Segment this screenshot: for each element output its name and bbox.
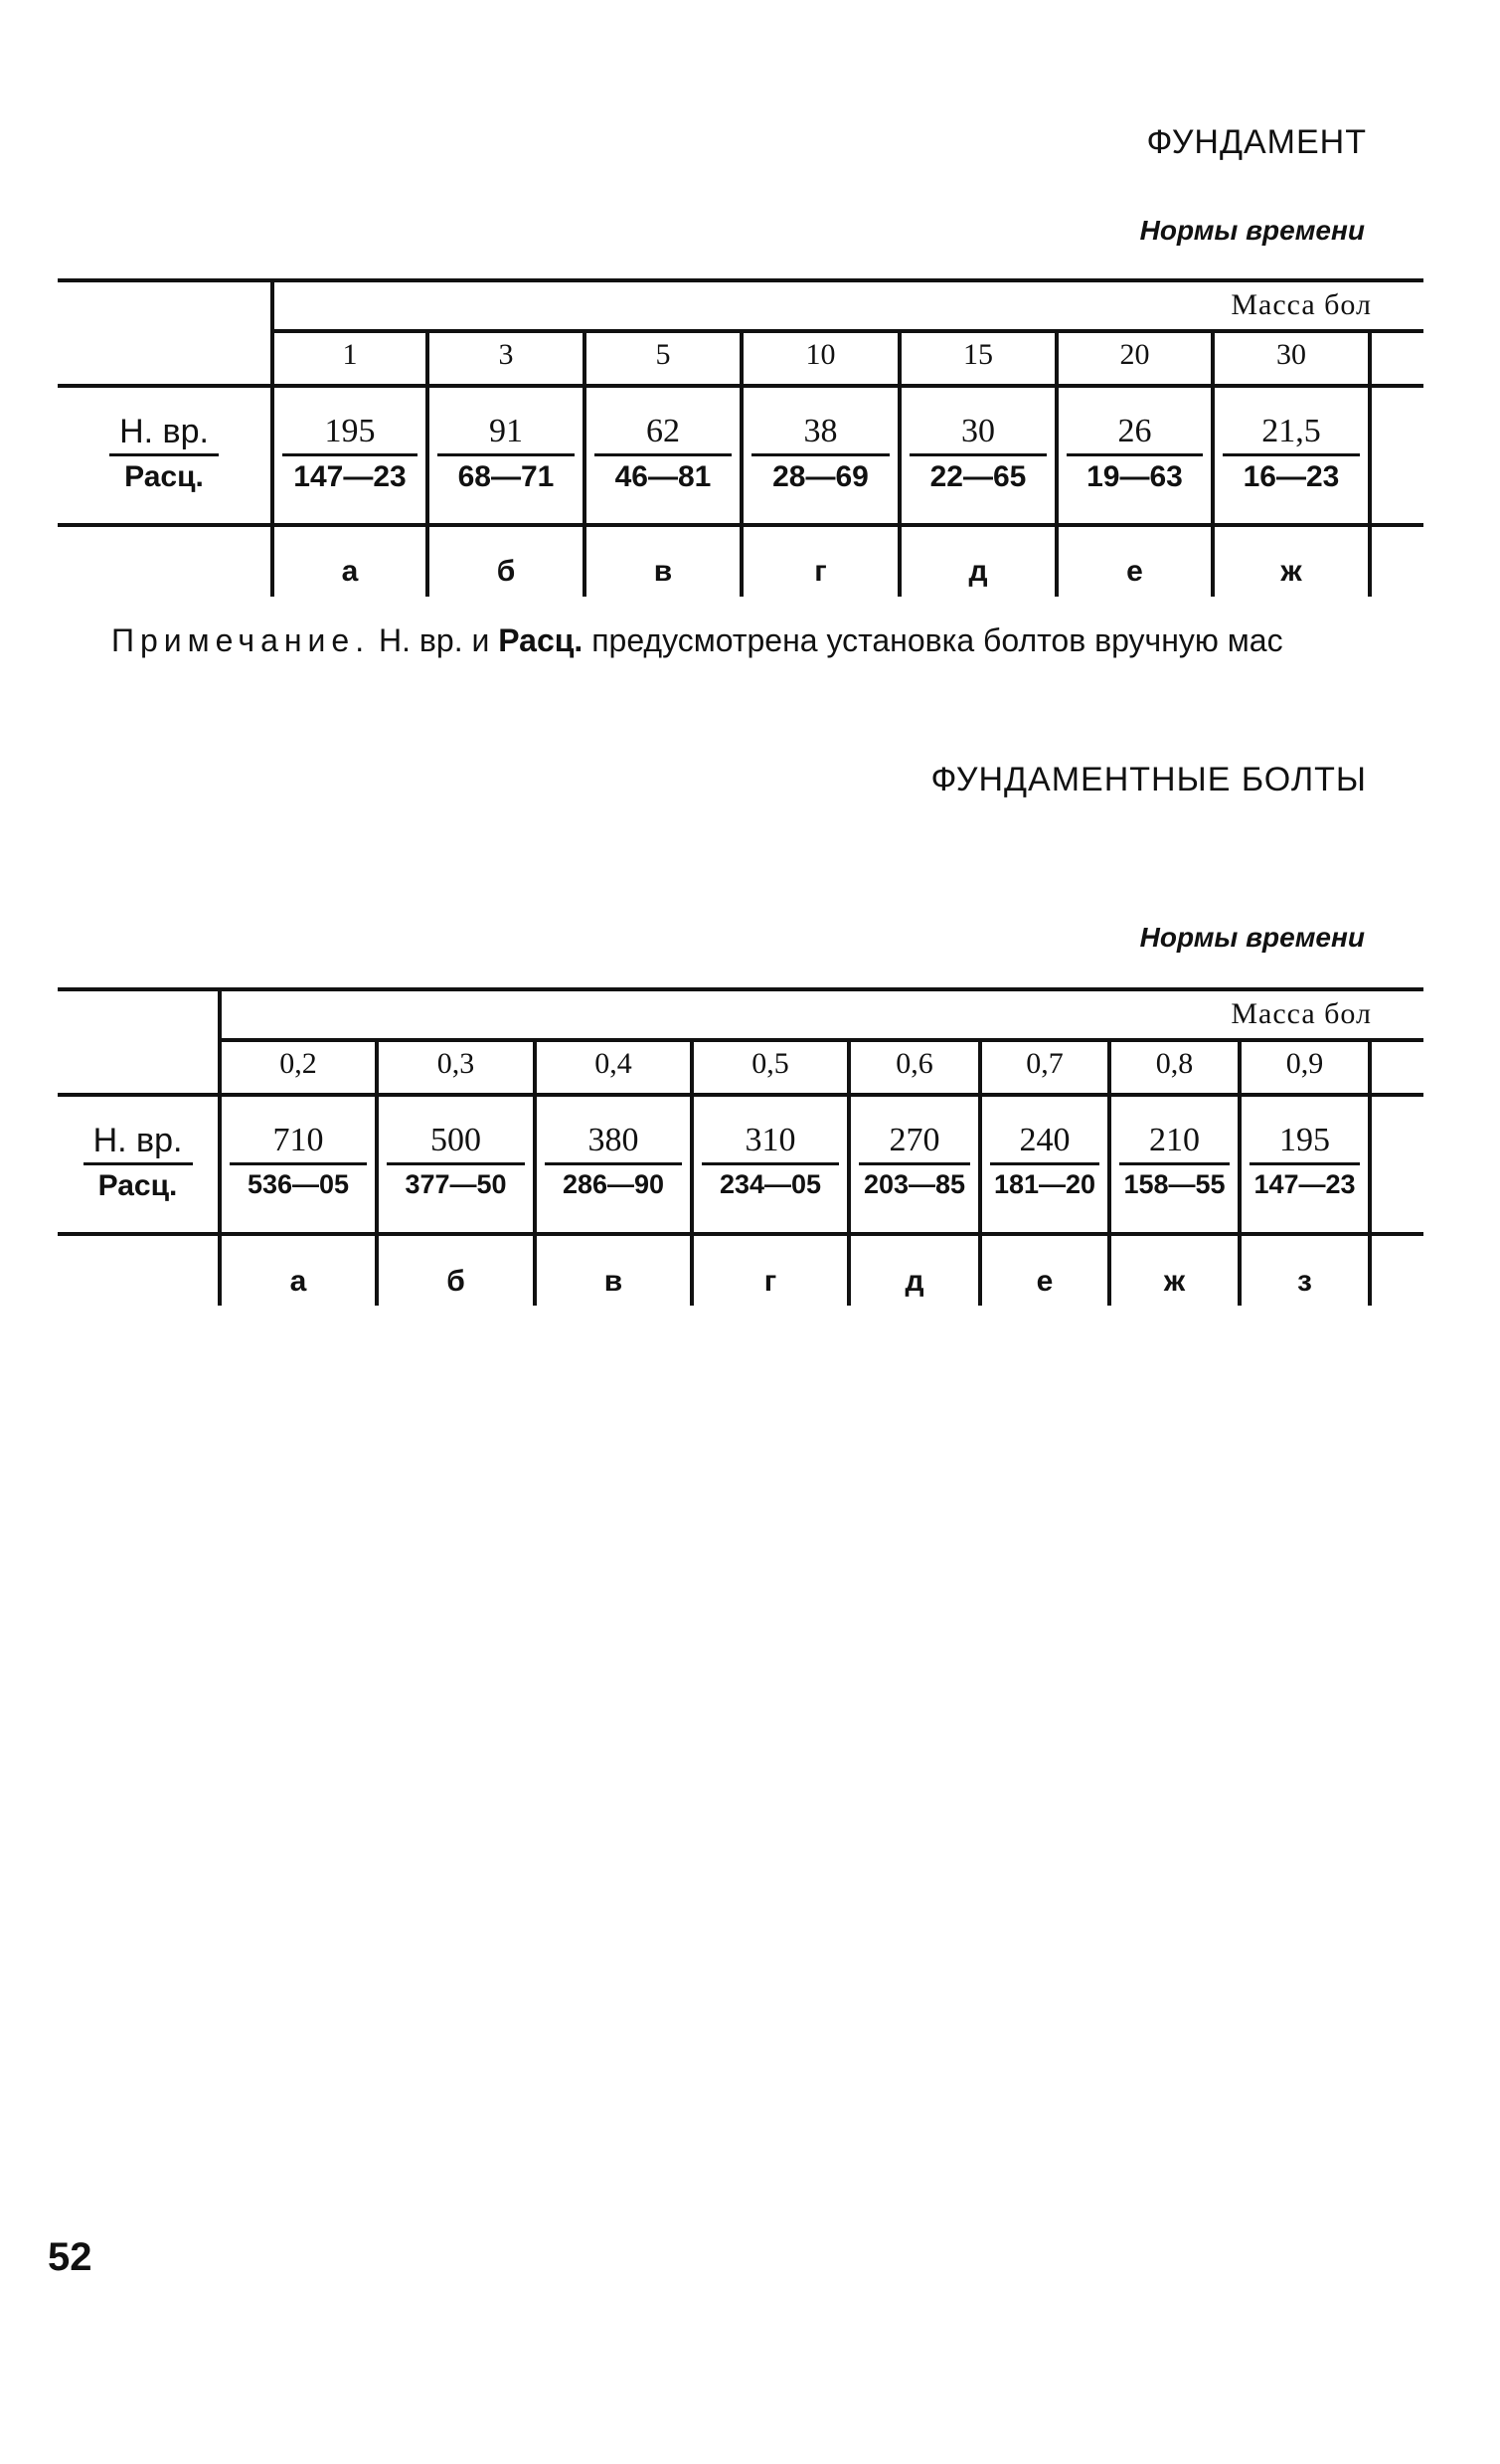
value-fraction-line	[545, 1162, 682, 1165]
norm-value: 240	[1019, 1122, 1071, 1158]
price-value: 16—23	[1243, 460, 1340, 493]
norm-value: 21,5	[1261, 413, 1321, 449]
column-divider	[1368, 523, 1372, 597]
value-fraction-line	[702, 1162, 839, 1165]
table-rule-body	[58, 1232, 1423, 1236]
page-number: 52	[48, 2235, 92, 2279]
section2-heading: ФУНДАМЕНТНЫЕ БОЛТЫ	[930, 761, 1367, 798]
price-value: 536—05	[247, 1169, 350, 1199]
norm-value: 500	[430, 1122, 481, 1158]
value-fraction-line	[1067, 453, 1203, 456]
column-divider	[978, 1093, 982, 1232]
column-divider	[583, 384, 586, 523]
row-label-norm: Н. вр.	[92, 1122, 183, 1159]
mass-value: 0,5	[751, 1047, 789, 1080]
column-divider	[1368, 384, 1372, 523]
value-fraction-line	[437, 453, 575, 456]
column-divider	[425, 384, 429, 523]
mass-header: Масса бол	[1231, 288, 1372, 321]
note-part1: Н. вр. и	[370, 622, 499, 658]
column-divider	[533, 1093, 537, 1232]
mass-value: 20	[1119, 338, 1150, 371]
column-letter: а	[341, 555, 359, 588]
value-fraction-line	[859, 1162, 970, 1165]
mass-value: 0,8	[1155, 1047, 1194, 1080]
price-value: 377—50	[405, 1169, 507, 1199]
mass-value: 0,4	[594, 1047, 632, 1080]
section1-subheading: Нормы времени	[1139, 215, 1365, 246]
value-fraction-line	[1119, 1162, 1230, 1165]
mass-value: 0,7	[1026, 1047, 1064, 1080]
column-letter: г	[814, 555, 827, 588]
mass-value: 1	[342, 338, 358, 371]
column-divider	[1238, 1093, 1242, 1232]
norm-value: 195	[1279, 1122, 1330, 1158]
price-value: 19—63	[1086, 460, 1183, 493]
norm-value: 195	[324, 413, 376, 449]
price-value: 46—81	[614, 460, 712, 493]
column-letter: д	[905, 1265, 924, 1298]
column-divider	[1368, 1093, 1372, 1232]
column-divider	[898, 384, 902, 523]
norm-value: 270	[889, 1122, 940, 1158]
column-letter: в	[603, 1265, 623, 1298]
column-letter: ж	[1163, 1265, 1186, 1298]
mass-value: 0,2	[279, 1047, 317, 1080]
price-value: 68—71	[457, 460, 555, 493]
mass-value: 10	[805, 338, 836, 371]
price-value: 28—69	[772, 460, 869, 493]
norm-value: 26	[1117, 413, 1152, 449]
column-divider	[1055, 384, 1059, 523]
column-letter: б	[446, 1265, 465, 1298]
table-rule-top	[58, 987, 1423, 991]
row-label-fraction-line	[83, 1162, 193, 1165]
row-label-price: Расц.	[124, 460, 204, 493]
column-letter: в	[653, 555, 673, 588]
section1-heading: ФУНДАМЕНТ	[1146, 123, 1367, 161]
norm-value: 210	[1149, 1122, 1200, 1158]
column-letter: б	[496, 555, 516, 588]
norm-value: 30	[961, 413, 995, 449]
column-letter: ж	[1280, 555, 1302, 588]
norm-value: 710	[272, 1122, 324, 1158]
note-part2: предусмотрена установка болтов вручную мас	[583, 622, 1283, 658]
column-divider	[218, 1093, 222, 1232]
column-divider	[1368, 329, 1372, 384]
column-divider	[1368, 1232, 1372, 1306]
price-value: 203—85	[863, 1169, 966, 1199]
column-letter: г	[763, 1265, 777, 1298]
norm-value: 62	[646, 413, 680, 449]
table-rule-mass	[218, 1038, 1423, 1042]
column-divider	[1211, 384, 1215, 523]
table-rule-mass	[270, 329, 1423, 333]
value-fraction-line	[1223, 453, 1360, 456]
norm-value: 310	[745, 1122, 796, 1158]
row-label-price: Расц.	[97, 1169, 178, 1202]
mass-value: 0,9	[1285, 1047, 1324, 1080]
mass-value: 30	[1276, 338, 1306, 371]
value-fraction-line	[282, 453, 417, 456]
mass-value: 0,3	[436, 1047, 475, 1080]
column-letter: е	[1036, 1265, 1054, 1298]
column-divider	[270, 384, 274, 523]
value-fraction-line	[1250, 1162, 1360, 1165]
norm-value: 38	[803, 413, 838, 449]
price-value: 147—23	[293, 460, 407, 493]
column-letter: е	[1126, 555, 1143, 588]
column-divider	[1368, 1038, 1372, 1093]
norm-value: 91	[489, 413, 523, 449]
column-divider	[690, 1093, 694, 1232]
column-divider	[375, 1093, 379, 1232]
value-fraction-line	[387, 1162, 525, 1165]
norm-value: 380	[587, 1122, 639, 1158]
column-letter: д	[968, 555, 988, 588]
table-rule-head	[58, 1093, 1423, 1097]
row-label-fraction-line	[109, 453, 219, 456]
column-divider	[847, 1093, 851, 1232]
column-letter: з	[1297, 1265, 1312, 1298]
price-value: 234—05	[719, 1169, 822, 1199]
mass-value: 15	[963, 338, 993, 371]
price-value: 181—20	[993, 1169, 1096, 1199]
price-value: 286—90	[562, 1169, 665, 1199]
column-divider	[740, 384, 744, 523]
mass-value: 0,6	[896, 1047, 933, 1080]
value-fraction-line	[910, 453, 1047, 456]
value-fraction-line	[990, 1162, 1099, 1165]
mass-value: 3	[498, 338, 514, 371]
price-value: 147—23	[1253, 1169, 1356, 1199]
price-value: 158—55	[1123, 1169, 1226, 1199]
section2-subheading: Нормы времени	[1139, 922, 1365, 953]
column-letter: а	[289, 1265, 307, 1298]
value-fraction-line	[751, 453, 890, 456]
note-bold: Расц.	[498, 622, 583, 658]
mass-header: Масса бол	[1231, 997, 1372, 1030]
note-prefix: Примечание.	[111, 622, 371, 658]
value-fraction-line	[230, 1162, 367, 1165]
table-note	[111, 622, 1283, 659]
column-divider	[1107, 1093, 1111, 1232]
row-label-norm: Н. вр.	[119, 413, 209, 450]
price-value: 22—65	[929, 460, 1027, 493]
table-rule-top	[58, 278, 1423, 282]
mass-value: 5	[655, 338, 671, 371]
value-fraction-line	[594, 453, 732, 456]
